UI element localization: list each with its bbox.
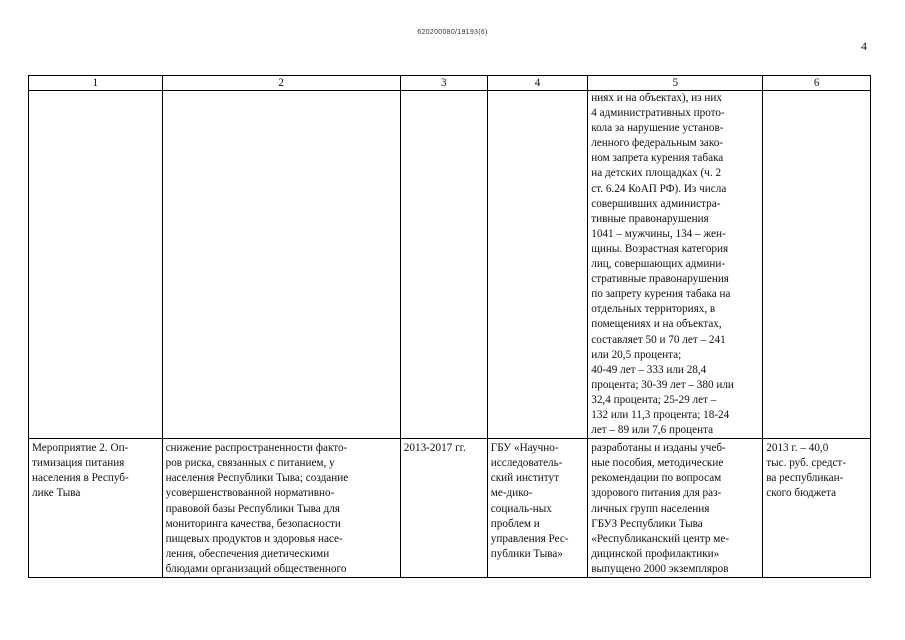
event-2-row [29, 439, 871, 578]
cell-text-line: на детских площадках (ч. 2 [591, 167, 722, 180]
cell-text-line: тивные правонарушения [591, 212, 709, 225]
cell-text-line: ский институт [490, 472, 559, 485]
event-title-cell [29, 439, 163, 578]
cell-text-line: ст. 6.24 КоАП РФ). Из числа [591, 182, 727, 195]
document-id: 620200080/19193(6) [417, 29, 488, 36]
column-number-2: 2 [162, 76, 400, 91]
cell-text-line: ского бюджета [766, 487, 837, 500]
cell-text-line: стративные правонарушения [591, 273, 729, 286]
cont-cell-6 [763, 91, 871, 439]
cell-text-line: ва республикан- [766, 472, 844, 485]
cell-text-line: проблем и [490, 517, 540, 530]
cell-text-line: населения в Респуб- [32, 472, 129, 485]
cell-text-line: лет – 89 или 7,6 процента [591, 424, 714, 437]
cell-text-line: здорового питания для раз- [591, 487, 722, 500]
cell-text-line: выпущено 2000 экземпляров [591, 562, 729, 575]
column-number-4: 4 [487, 76, 587, 91]
cell-text-line: 2013-2017 гг. [403, 442, 466, 455]
column-number-3: 3 [400, 76, 487, 91]
cell-text-line: составляет 50 и 70 лет – 241 [591, 333, 726, 346]
cell-text-line: ров риска, связанных с питанием, у [165, 457, 335, 470]
cell-text-line: 1041 – мужчины, 134 – жен- [591, 227, 726, 240]
event-funding-cell [763, 439, 871, 578]
cell-text-line: 2013 г. – 40,0 [766, 442, 829, 455]
cell-text-line: Мероприятие 2. Оп- [32, 442, 129, 455]
cell-text-line: или 20,5 процента; [591, 348, 682, 361]
event-executor-cell [487, 439, 587, 578]
continued-row [29, 91, 871, 439]
cell-text-line: по запрету курения табака на [591, 288, 731, 301]
cont-cell-1 [29, 91, 163, 439]
cell-text-line: блюдами организаций общественного [165, 562, 347, 575]
cell-text-line: 40-49 лет – 333 или 28,4 [591, 363, 707, 376]
cell-text-line: исследователь- [490, 457, 563, 470]
cell-text-line: лиц, совершающих админи- [591, 258, 726, 271]
cell-text-line: 4 административных прото- [591, 107, 725, 120]
event-period-cell [400, 439, 487, 578]
cell-text-line: лике Тыва [32, 487, 81, 500]
cell-text-line: ме-дико- [490, 487, 533, 500]
cell-text-line: рекомендации по вопросам [591, 472, 722, 485]
cell-text-line: ниях и на объектах), из них [591, 92, 722, 104]
cell-text-line: тыс. руб. средст- [766, 457, 847, 470]
cell-text-line: дицинской профилактики» [591, 547, 720, 560]
cell-text-line: населения Республики Тыва; создание [165, 472, 349, 485]
cont-cell-2 [162, 91, 400, 439]
cell-text-line: «Республиканский центр ме- [591, 532, 730, 545]
cell-text-line: процента; 30-39 лет – 380 или [591, 378, 734, 391]
cont-results-cell [588, 91, 763, 439]
cell-text-line: разработаны и изданы учеб- [591, 442, 726, 455]
cell-text-line: ном запрета курения табака [591, 152, 724, 165]
cell-text-line: тимизация питания [32, 457, 125, 470]
cell-text-line: ления, обеспечения диетическими [165, 547, 330, 560]
cell-text-line: публики Тыва» [490, 547, 563, 560]
cell-text-line: управления Рес- [490, 532, 569, 545]
program-table [28, 75, 871, 578]
cell-text-line: отдельных территориях, в [591, 303, 716, 316]
cell-text-line: ленного федеральным зако- [591, 137, 724, 150]
cont-cell-3 [400, 91, 487, 439]
cell-text-line: правовой базы Республики Тыва для [165, 502, 340, 515]
column-number-1: 1 [29, 76, 163, 91]
cell-text-line: мониторинга качества, безопасности [165, 517, 341, 530]
cell-text-line: снижение распространенности факто- [165, 442, 348, 455]
page-number: 4 [861, 39, 867, 53]
column-number-6: 6 [763, 76, 871, 91]
cell-text-line: ГБУ «Научно- [490, 442, 559, 455]
event-goals-cell [162, 439, 400, 578]
column-number-5: 5 [588, 76, 763, 91]
cont-cell-4 [487, 91, 587, 439]
column-number-row [29, 76, 871, 91]
cell-text-line: ГБУЗ Республики Тыва [591, 517, 703, 530]
cell-text-line: социаль-ных [490, 502, 552, 515]
cell-text-line: 32,4 процента; 25-29 лет – [591, 393, 717, 406]
cell-text-line: усовершенствованной нормативно- [165, 487, 335, 500]
event-results-cell [588, 439, 763, 578]
cell-text-line: щины. Возрастная категория [591, 242, 729, 255]
cell-text-line: кола за нарушение установ- [591, 122, 724, 135]
cell-text-line: пищевых продуктов и здоровья насе- [165, 532, 343, 545]
cell-text-line: совершивших администра- [591, 197, 721, 210]
cell-text-line: ные пособия, методические [591, 457, 724, 470]
cell-text-line: личных групп населения [591, 502, 710, 515]
cell-text-line: помещениях и на объектах, [591, 318, 722, 331]
cell-text-line: 132 или 11,3 процента; 18-24 [591, 408, 730, 421]
